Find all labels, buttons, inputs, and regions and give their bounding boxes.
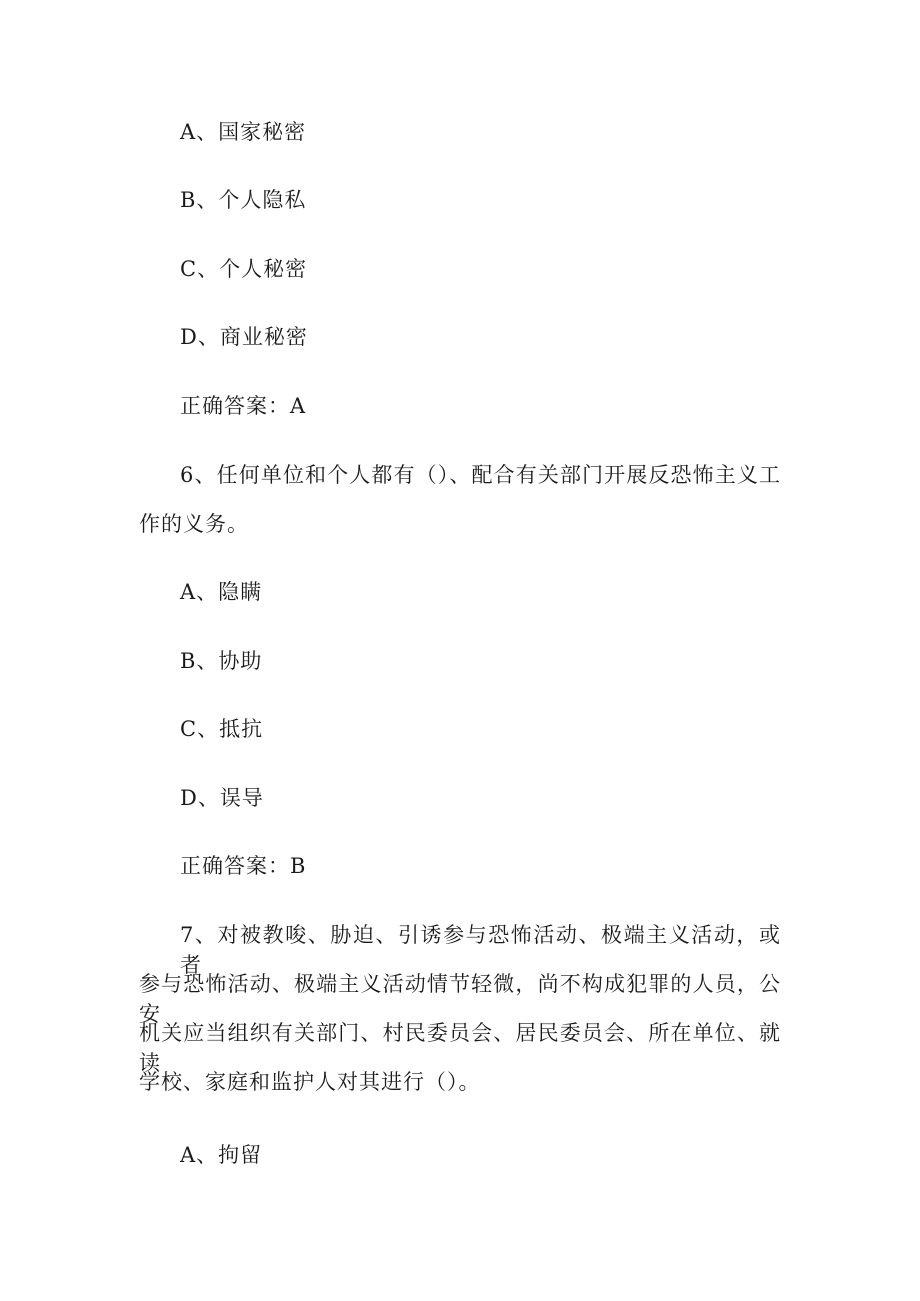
q6-option-c: C、抵抗 [180,717,264,741]
q6-option-d: D、误导 [180,786,264,810]
q6-question-line-2: 作的义务。 [139,512,249,536]
q7-question-line-1: 7、对被教唆、胁迫、引诱参与恐怖活动、极端主义活动，或者 [180,923,781,977]
q7-option-a: A、拘留 [180,1143,263,1167]
q5-option-d: D、商业秘密 [180,325,308,349]
q5-option-a: A、国家秘密 [180,120,307,144]
q6-option-b: B、协助 [180,649,263,673]
q5-answer: 正确答案：A [180,394,307,418]
q6-question-line-1: 6、任何单位和个人都有（）、配合有关部门开展反恐怖主义工 [180,463,781,487]
q5-option-c: C、个人秘密 [180,257,308,281]
q5-option-b: B、个人隐私 [180,188,307,212]
q7-question-line-2: 参与恐怖活动、极端主义活动情节轻微，尚不构成犯罪的人员，公安 [139,972,781,1026]
q7-question-line-3: 机关应当组织有关部门、村民委员会、居民委员会、所在单位、就读 [139,1021,781,1075]
q6-answer: 正确答案：B [180,854,307,878]
q7-question-line-4: 学校、家庭和监护人对其进行（）。 [139,1070,481,1094]
q6-option-a: A、隐瞒 [180,580,263,604]
